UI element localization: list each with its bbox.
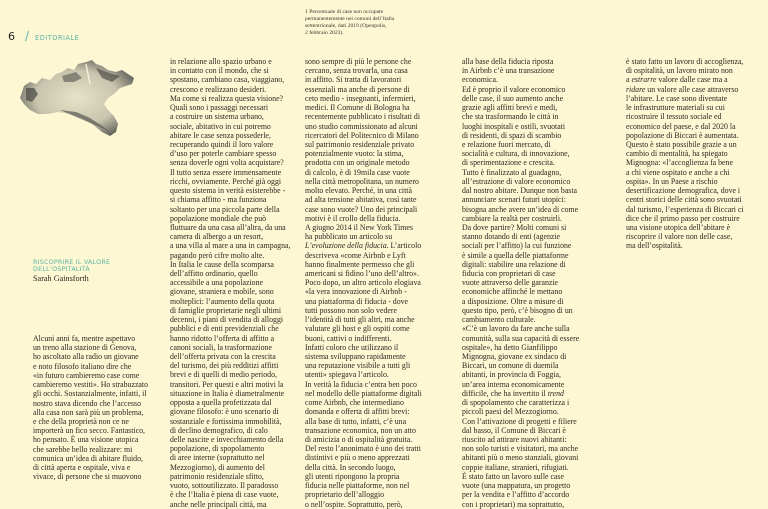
text-line: sistema sviluppano rapidamente xyxy=(305,352,406,361)
text-line: vuote attraverso delle garanzie xyxy=(462,278,559,288)
text-line: sul patrimonio residenziale privato xyxy=(305,139,415,149)
text-line: molteplici: l’aumento della quota xyxy=(170,296,275,306)
text-line: hanno ridotto l’offerta di affitto a xyxy=(170,333,275,343)
text-line: piccoli paesi del Mezzogiorno. xyxy=(462,407,559,417)
text-line: situazione in Italia è diametralmente xyxy=(170,388,285,398)
text-line: opposta a quella profetizzata dal xyxy=(170,398,272,408)
text-line: per la vendita e l’affitto d’accordo xyxy=(462,490,570,500)
emphasis: estrarre xyxy=(631,75,657,85)
text-line: è stato fatto un lavoro di accoglienza, xyxy=(626,57,744,66)
text-line: popolazione, di spopolamento xyxy=(170,444,265,454)
text-line: un’area interna economicamente xyxy=(462,379,565,389)
caption-line: 2 febbraio 2023). xyxy=(305,30,344,36)
text-line: stanno dotando di enti (agenzie xyxy=(462,232,561,242)
figure-caption xyxy=(305,9,394,37)
emphasis: L’evoluzione della fiducia xyxy=(305,241,387,251)
text-line: potenzialmente vuoto: la stima, xyxy=(305,149,404,159)
article-headline xyxy=(33,259,173,283)
text-line: giovane filosofo: è uno scenario di xyxy=(170,407,279,417)
text-line: transazione economica, non un atto xyxy=(305,425,416,435)
text-line: popolazione di Biccari è aumentata. xyxy=(626,130,739,140)
text-line: di ospitalità, un lavoro mirato non xyxy=(626,66,733,76)
text-line: grazie agli affitti brevi e medi, xyxy=(462,103,558,113)
text-line: crescono e realizzano desideri. xyxy=(170,84,267,94)
text-column-3 xyxy=(305,57,422,509)
text-line: di amicizia o di ospitalità gratuita. xyxy=(305,434,413,444)
text-line: spostano, cambiano casa, viaggiano, xyxy=(170,75,285,85)
text-line: americani si fidino l’uno dell’altro». xyxy=(305,269,419,279)
section-label: EDITORIALE xyxy=(35,34,80,42)
text-line: abitare le case senza possederle, xyxy=(170,130,271,140)
text-line: sociale, abitativo in cui potremo xyxy=(170,121,271,131)
text-line: che sta trasformando le città in xyxy=(462,112,559,122)
text-line: decenni, i piani di vendita di alloggi xyxy=(170,315,284,325)
text-line: in contatto con il mondo, che si xyxy=(170,66,269,76)
text-line: utenti» spiegava l’articolo. xyxy=(305,370,389,380)
text-line: come Airbnb, che intermediano xyxy=(305,398,404,408)
text-line: Da dove partire? Molti comuni si xyxy=(462,222,567,232)
text-line: sociali per l’affitto) la cui funzione xyxy=(462,241,572,251)
text-line: l’identità di tutti gli altri, ma anche xyxy=(305,315,415,325)
text-line: questo tipo, però, c’è bisogno di un xyxy=(462,305,573,315)
text-line: medici. Il Comune di Bologna ha xyxy=(305,103,410,113)
text-line: o nell’ospite. Soprattutto, però, xyxy=(305,499,403,509)
text-line: recentemente pubblicato i risultati di xyxy=(305,112,421,122)
text-line: pagando però cifre molto alte. xyxy=(170,250,265,260)
text-line: dal nostro abitare. Dunque non basta xyxy=(462,186,578,196)
text-line: patrimonio residenziale sfitto, xyxy=(170,471,264,481)
text-line: un treno alla stazione di Genova, xyxy=(33,343,137,353)
caption-line: settentrionale, dati 2019 (Openpolis, xyxy=(305,23,387,29)
text-line: descriveva «come Airbnb e Lyft xyxy=(305,250,406,260)
text-line: di famiglie proprietarie negli ultimi xyxy=(170,305,282,315)
text-line: nella città metropolitana, un numero xyxy=(305,176,419,186)
text-line: socialità e cultura, di innovazione, xyxy=(462,149,570,159)
text-line: di sperimentazione e crescita. xyxy=(462,158,555,168)
text-line: comunica un’idea di abitare fluido, xyxy=(33,453,143,463)
emphasis: ridare xyxy=(626,84,646,94)
text-line: ad alta tensione abitativa, così tante xyxy=(305,195,417,205)
text-line: a disposizione. Oltre a misure di xyxy=(462,296,564,306)
text-line: all’estrazione di valore economico xyxy=(462,176,571,186)
text-line: importerà un fico secco. Fantastico, xyxy=(33,426,145,436)
text-line: Ma come si realizza questa visione? xyxy=(170,93,284,103)
text-line: alla base della fiducia riposta xyxy=(462,57,554,66)
text-line: economica. xyxy=(462,75,498,85)
text-line: domanda e offerta di affitti brevi: xyxy=(305,407,410,417)
text-line: sono sempre di più le persone che xyxy=(305,57,412,66)
text-line: e che della proprietà non ce ne xyxy=(33,416,129,426)
text-line: dal turismo, l’esperienza di Biccari ci xyxy=(626,204,744,214)
map-shape xyxy=(20,60,134,136)
text-line: camera di albergo a un resort, xyxy=(170,232,264,242)
text-line: canoni sociali, la trasformazione xyxy=(170,342,272,352)
text-line: anche nelle principali città, ma xyxy=(170,499,267,509)
text-line: vuote (una mappatura, un progetto xyxy=(462,481,571,491)
text-line: accessibile a una popolazione xyxy=(170,278,263,288)
text-line: che sarebbe bello realizzare: mi xyxy=(33,444,133,454)
text-column-2 xyxy=(170,57,290,509)
text-line: di spopolamento che caratterizza i xyxy=(462,398,570,408)
text-line: di aree interne (soprattutto nel xyxy=(170,453,265,463)
text-line: è che l’Italia è piena di case vuote, xyxy=(170,490,279,500)
text-line: L’evoluzione della fiducia. L’articolo xyxy=(305,241,422,251)
article-title-line: DELL’OSPITALITÀ xyxy=(33,265,90,273)
text-line: Questo è stato possibile grazie a un xyxy=(626,139,737,149)
text-line: ceto medio - insegnanti, infermieri, xyxy=(305,93,416,103)
text-line: ricchi, ovviamente. Perché già oggi xyxy=(170,176,282,186)
text-line: dell’affitto ordinario, quello xyxy=(170,269,258,279)
text-line: Con l’attivazione di progetti e filiere xyxy=(462,416,577,426)
text-column-4 xyxy=(462,57,579,509)
text-line: cambiamento culturale. xyxy=(462,315,536,325)
text-line: coppie italiane, stranieri, rifugiati. xyxy=(462,462,569,472)
text-line: vuoto, sottoutilizzato. Il paradosso xyxy=(170,481,279,491)
text-line: è simile a quella delle piattaforme xyxy=(462,250,569,260)
text-line: cambieremo vestiti». Ho strabuzzato xyxy=(33,380,149,390)
text-line: dal basso, il Comune di Biccari è xyxy=(462,425,566,435)
text-line: di residenti, di spazi di scambio xyxy=(462,130,562,140)
text-line: delle case, il suo aumento anche xyxy=(462,93,564,103)
text-line: In Italia le cause della scomparsa xyxy=(170,259,274,269)
text-line: a una villa al mare a una in campagna, xyxy=(170,241,291,251)
text-line: desertificazione demografica, dove i xyxy=(626,186,741,196)
text-line: economiche affinché le mettano xyxy=(462,287,563,297)
text-column-5 xyxy=(626,57,744,251)
text-line: popolazione mondiale che può xyxy=(170,213,267,223)
text-line: transitori. Per questi e altri motivi la xyxy=(170,379,284,389)
text-line: Del resto l’anonimato è uno dei tratti xyxy=(305,444,421,454)
text-line: una piattaforma di fiducia - dove xyxy=(305,296,409,306)
caption-line: permanentemente nei comuni dell’Italia xyxy=(305,16,395,22)
text-line: luoghi inospitali e ostili, svuotati xyxy=(462,121,566,131)
text-line: una reputazione visibile a tutti gli xyxy=(305,361,411,371)
text-line: essenziali ma anche di persone di xyxy=(305,84,410,94)
text-line: Mezzogiorno), di aumento del xyxy=(170,462,265,472)
text-line: alla casa non sarà più un problema, xyxy=(33,407,144,417)
text-line: del turismo, dei più redditizi affitti xyxy=(170,361,279,371)
text-line: con i proprietari) ma soprattutto, xyxy=(462,499,565,509)
text-line: È stato fatto un lavoro sulle case xyxy=(462,471,564,481)
text-line: A giugno 2014 il New York Times xyxy=(305,222,413,232)
text-line: fiducia nelle piattaforme, non nel xyxy=(305,481,410,491)
emphasis: trend xyxy=(547,388,564,398)
text-line: ospita». In un Paese a rischio xyxy=(626,176,718,186)
text-line: «la vera innovazione di Airbnb - xyxy=(305,287,407,297)
text-line: In verità la fiducia c’entra ben poco xyxy=(305,379,417,389)
italy-north-map-icon xyxy=(16,58,146,138)
text-line: Infatti coloro che utilizzano il xyxy=(305,342,399,352)
text-line: proprietario dell’alloggio xyxy=(305,490,385,500)
text-line: bisogna anche avere un’idea di come xyxy=(462,204,579,214)
text-line: questo sistema in verità esisterebbe - xyxy=(170,186,286,196)
text-line: Ed è proprio il valore economico xyxy=(462,84,566,94)
text-line: di città aperta e ospitale, viva e xyxy=(33,463,131,473)
text-line: giovane, straniera e mobile, sono xyxy=(170,287,274,297)
text-line: prodotta con un originale metodo xyxy=(305,158,410,168)
text-line: a chi viene ospitato e anche a chi xyxy=(626,167,730,177)
text-line: delle nascite e invecchiamento della xyxy=(170,434,284,444)
text-line: alla base di tutto, infatti, c’è una xyxy=(305,416,407,426)
text-line: ha pubblicato un articolo su xyxy=(305,232,393,242)
text-line: ospitale», ha detto Gianfilippo xyxy=(462,342,558,352)
text-line: ma dell’ospitalità. xyxy=(626,241,683,251)
caption-marker: 1 xyxy=(305,9,308,15)
text-line: a estrarre valore dalle case ma a xyxy=(626,75,728,85)
text-column-1 xyxy=(33,334,148,482)
text-line: abitanti più o meno stanziali, giovani xyxy=(462,453,579,463)
text-line: fiducia con proprietari di case xyxy=(462,269,556,279)
text-line: ricostruire il tessuto sociale ed xyxy=(626,112,722,122)
text-line: cambio di mentalità, ha spiegato xyxy=(626,149,728,159)
text-line: della città. In secondo luogo, xyxy=(305,462,396,472)
text-line: fluttuare da una casa all’altra, da una xyxy=(170,222,286,232)
text-line: sostanziale e fortissima immobilità, xyxy=(170,416,282,426)
text-line: comunità, sulla sua capacità di essere xyxy=(462,333,580,343)
text-line: di calcolo, è di 19mila case vuote xyxy=(305,167,410,177)
text-line: recuperando quindi il loro valore xyxy=(170,139,274,149)
text-line: molto elevato. Perché, in una città xyxy=(305,186,412,196)
text-line: Mignogna, giovane ex sindaco di xyxy=(462,352,567,361)
text-line: buoni, cattivi o indifferenti. xyxy=(305,333,392,343)
text-line: a costruire un sistema urbano, xyxy=(170,112,264,122)
text-line: ridare un valore alle case attraverso xyxy=(626,84,739,94)
text-line: di declino demografico, di calo xyxy=(170,425,268,435)
text-line: digitali: stabilire una relazione di xyxy=(462,259,566,269)
text-line: cercano, senza trovarla, una casa xyxy=(305,66,408,76)
text-line: economico del paese, e dal 2020 la xyxy=(626,121,736,131)
text-line: Il tutto senza essere immensamente xyxy=(170,167,282,177)
text-line: d’uso per poterle cambiare spesso xyxy=(170,149,277,159)
text-line: Biccari, un comune di duemila xyxy=(462,361,559,371)
text-line: senza doverle ogni volta acquistare? xyxy=(170,158,284,168)
text-line: non solo turisti e visitatori, ma anche xyxy=(462,444,579,454)
text-line: e noto filosofo italiano dire che xyxy=(33,361,132,371)
text-line: nel modello delle piattaforme digitali xyxy=(305,388,422,398)
text-line: in affitto. Si tratta di lavoratori xyxy=(305,75,402,85)
text-line: «in futuro cambieremo case come xyxy=(33,370,140,380)
text-line: vivace, di persone che si muovono xyxy=(33,472,142,482)
text-line: difficile, che ha invertito il trend xyxy=(462,388,564,398)
text-line: gli utenti ripongono la propria xyxy=(305,471,400,481)
text-line: abitanti, in provincia di Foggia, xyxy=(462,370,561,380)
text-line: pubblici e di enti previdenziali che xyxy=(170,324,279,334)
text-line: dell’offerta privata con la crescita xyxy=(170,352,276,361)
text-line: Alcuni anni fa, mentre aspettavo xyxy=(33,334,136,343)
text-line: Quali sono i passaggi necessari xyxy=(170,103,269,113)
text-line: annunciare scenari futuri utopici: xyxy=(462,195,566,205)
text-line: riscoprire il valore non delle case, xyxy=(626,232,733,242)
text-line: gli occhi. Sostanzialmente, infatti, il xyxy=(33,389,147,399)
text-line: Poco dopo, un altro articolo elogiava xyxy=(305,278,421,288)
text-line: le infrastrutture materiali su cui xyxy=(626,103,725,113)
text-line: cambiare la realtà per costruirli. xyxy=(462,213,562,223)
text-line: si chiama affitto - ma funziona xyxy=(170,195,267,205)
text-line: case sono vuote? Uno dei principali xyxy=(305,204,418,214)
text-line: brevi e di quelli di medio periodo, xyxy=(170,370,277,380)
text-line: «C’è un lavoro da fare anche sulla xyxy=(462,324,570,334)
text-line: valutare gli host e gli ospiti come xyxy=(305,324,410,334)
text-line: tutti possono non solo vedere xyxy=(305,305,397,315)
page-number: 6 xyxy=(8,30,15,43)
text-line: hanno finalmente permesso che gli xyxy=(305,259,415,269)
caption-line: Percentuale di case non occupate xyxy=(309,9,384,15)
text-line: motivi è il crollo della fiducia. xyxy=(305,213,401,223)
text-line: una visione utopica dell’abitare è xyxy=(626,222,731,232)
text-line: dice che il primo passo per costruire xyxy=(626,213,740,223)
text-line: in Airbnb c’è una transazione xyxy=(462,66,555,76)
section-separator: / xyxy=(25,29,30,43)
text-line: centri storici delle città sono svuotati xyxy=(626,195,742,205)
article-author: Sarah Gainsforth xyxy=(33,274,89,283)
text-line: nostro stava dicendo che l’accesso xyxy=(33,398,142,408)
text-line: Tutto è finalizzato al guadagno, xyxy=(462,167,562,177)
text-line: Mignogna: «l’accoglienza fa bene xyxy=(626,158,733,168)
article-title-line: RISCOPRIRE IL VALORE xyxy=(33,258,111,266)
text-line: in relazione allo spazio urbano e xyxy=(170,57,272,66)
text-line: ricercatori del Politecnico di Milano xyxy=(305,130,419,140)
text-line: l’abitare. Le case sono diventate xyxy=(626,93,728,103)
text-line: riuscito ad attirare nuovi abitanti: xyxy=(462,434,567,444)
text-line: distintivi e più o meno apprezzati xyxy=(305,453,410,463)
text-line: ho pensato. È una visione utopica xyxy=(33,435,139,445)
text-line: uno studio commissionato ad alcuni xyxy=(305,121,418,131)
running-header xyxy=(8,29,79,43)
text-line: soltanto per una piccola parte della xyxy=(170,204,280,214)
text-line: e relazione fuori mercato, di xyxy=(462,139,551,149)
text-line: ho ascoltato alla radio un giovane xyxy=(33,352,139,362)
